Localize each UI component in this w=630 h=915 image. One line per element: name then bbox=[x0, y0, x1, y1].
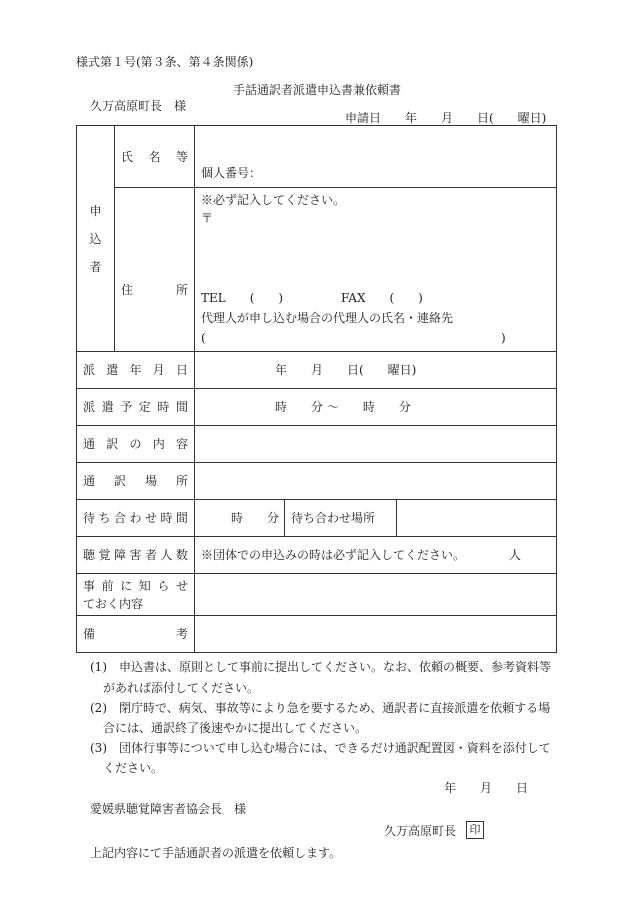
name-label: 氏 名 等 bbox=[115, 126, 195, 188]
hearing-count-unit: 人 bbox=[509, 548, 522, 562]
hearing-count-label: 聴 覚 障 害 者 人 数 bbox=[77, 537, 195, 574]
place-field[interactable] bbox=[195, 463, 557, 500]
meet-place-label: 待ち合わせ場所 bbox=[285, 500, 397, 537]
meet-place-field[interactable] bbox=[397, 500, 557, 537]
content-label: 通 訳 の 内 容 bbox=[77, 426, 195, 463]
sender-name: 久万高原町長 bbox=[384, 824, 457, 838]
application-date: 申請日 年 月 日( 曜日) bbox=[345, 111, 547, 125]
note-3-line-2: ください。 bbox=[103, 761, 164, 775]
name-field[interactable] bbox=[195, 126, 557, 188]
meet-time-field[interactable]: 時 分 bbox=[195, 500, 285, 537]
meet-time-label: 待 ち 合 わ せ 時 間 bbox=[77, 500, 195, 537]
hearing-count-field[interactable] bbox=[195, 537, 557, 574]
remarks-field[interactable] bbox=[195, 616, 557, 653]
note-2-line-2: 合には、通訳終了後速やかに提出してください。 bbox=[103, 721, 368, 735]
form-number: 様式第１号(第３条、第４条関係) bbox=[76, 55, 254, 69]
applicant-group-label: 申 込 者 bbox=[77, 126, 115, 352]
seal-mark: 印 bbox=[466, 821, 484, 839]
note-3-line-1: (3) 団体行事等について申し込む場合には、できるだけ通訳配置図・資料を添付して bbox=[90, 741, 551, 755]
proxy-paren-close: ) bbox=[501, 331, 506, 345]
fax-field[interactable]: FAX ( ) bbox=[341, 291, 423, 305]
proxy-contact-note: 代理人が申し込む場合の代理人の氏名・連絡先 bbox=[201, 311, 454, 325]
address-field[interactable] bbox=[195, 188, 557, 352]
association-addressee: 愛媛県聴覚障害者協会長 様 bbox=[90, 802, 247, 816]
proxy-paren-open: ( bbox=[201, 331, 206, 345]
content-field[interactable] bbox=[195, 426, 557, 463]
personal-number-label: 個人番号： bbox=[201, 166, 262, 180]
recipient-line: 久万高原町長 様 bbox=[90, 99, 187, 113]
tel-field[interactable]: TEL ( ) bbox=[201, 291, 284, 305]
dispatch-date-label: 派 遣 年 月 日 bbox=[77, 352, 195, 389]
application-form-table bbox=[76, 125, 557, 653]
address-label: 住 所 bbox=[115, 188, 195, 352]
note-1-line-1: (1) 申込書は、原則として事前に提出してください。なお、依頼の概要、参考資料等 bbox=[90, 660, 552, 674]
address-required-note: ※必ず記入してください。 bbox=[201, 193, 346, 207]
note-1-line-2: があれば添付してください。 bbox=[103, 681, 260, 695]
advance-notice-label: 事 前 に 知 ら せ ておく内容 bbox=[77, 574, 195, 616]
advance-notice-field[interactable] bbox=[195, 574, 557, 616]
place-label: 通 訳 場 所 bbox=[77, 463, 195, 500]
form-title: 手話通訳者派遣申込書兼依頼書 bbox=[233, 83, 402, 97]
request-statement: 上記内容にて手話通訳者の派遣を依頼します。 bbox=[90, 846, 342, 860]
remarks-label: 備 考 bbox=[77, 616, 195, 653]
note-2-line-1: (2) 閉庁時で、病気、事故等により急を要するため、通訳者に直接派遣を依頼する場 bbox=[90, 701, 551, 715]
dispatch-time-field[interactable]: 時 分 〜 時 分 bbox=[195, 389, 557, 426]
request-date: 年 月 日 bbox=[444, 781, 529, 795]
postal-mark: 〒 bbox=[201, 211, 214, 225]
hearing-count-note: ※団体での申込みの時は必ず記入してください。 bbox=[201, 548, 466, 562]
dispatch-date-field[interactable]: 年 月 日( 曜日) bbox=[195, 352, 557, 389]
dispatch-time-label: 派 遣 予 定 時 間 bbox=[77, 389, 195, 426]
